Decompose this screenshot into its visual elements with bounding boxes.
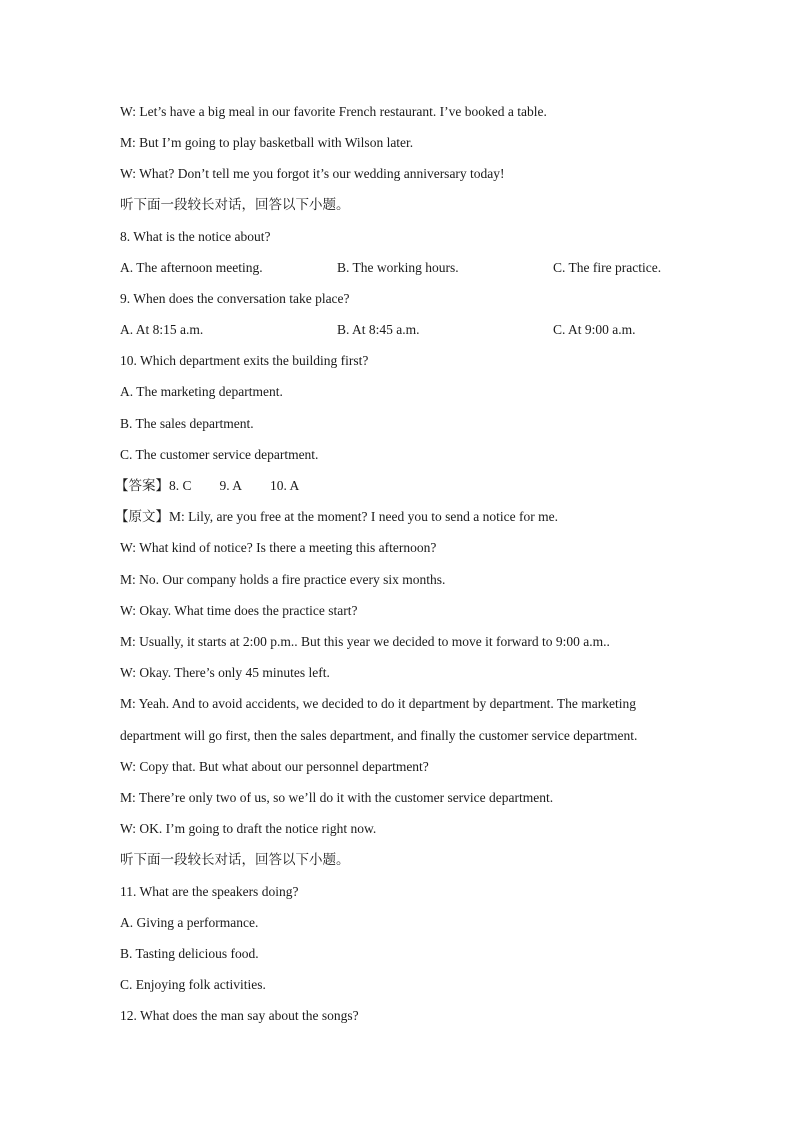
- dialogue-line: M: Usually, it starts at 2:00 p.m.. But this year we decided to move it forward to 9:00 a.m..: [120, 634, 610, 649]
- answer-10: 10. A: [270, 478, 300, 493]
- question-10: 10. Which department exits the building first?: [120, 353, 369, 368]
- q8-option-a: A. The afternoon meeting.: [120, 260, 263, 275]
- q11-option-a: A. Giving a performance.: [120, 915, 259, 930]
- dialogue-line: W: Let’s have a big meal in our favorite French restaurant. I’ve booked a table.: [120, 104, 547, 119]
- answer-label: 【答案】: [115, 478, 169, 493]
- section-instruction: 听下面一段较长对话，回答以下小题。: [120, 197, 350, 212]
- dialogue-line: W: Okay. What time does the practice start?: [120, 603, 358, 618]
- transcript-first-line: [115, 508, 558, 526]
- q9-option-b: B. At 8:45 a.m.: [337, 322, 420, 337]
- dialogue-line: M: No. Our company holds a fire practice every six months.: [120, 572, 446, 587]
- transcript-text: M: Lily, are you free at the moment? I need you to send a notice for me.: [169, 509, 558, 524]
- transcript-label: 【原文】: [115, 509, 169, 524]
- question-11: 11. What are the speakers doing?: [120, 884, 299, 899]
- dialogue-line: W: Okay. There’s only 45 minutes left.: [120, 665, 330, 680]
- question-9: 9. When does the conversation take place?: [120, 291, 350, 306]
- dialogue-line: department will go first, then the sales department, and finally the customer service department.: [120, 728, 638, 743]
- dialogue-line: W: What kind of notice? Is there a meeting this afternoon?: [120, 540, 437, 555]
- q8-option-b: B. The working hours.: [337, 260, 459, 275]
- dialogue-line: W: What? Don’t tell me you forgot it’s our wedding anniversary today!: [120, 166, 505, 181]
- q10-option-c: C. The customer service department.: [120, 447, 319, 462]
- q11-option-c: C. Enjoying folk activities.: [120, 977, 266, 992]
- question-8: 8. What is the notice about?: [120, 229, 271, 244]
- question-12: 12. What does the man say about the songs?: [120, 1008, 359, 1023]
- dialogue-line: M: But I’m going to play basketball with Wilson later.: [120, 135, 414, 150]
- answer-8: 8. C: [169, 478, 192, 493]
- answer-line: [115, 477, 299, 495]
- q10-option-b: B. The sales department.: [120, 416, 254, 431]
- q8-option-c: C. The fire practice.: [553, 260, 662, 275]
- dialogue-line: W: Copy that. But what about our personnel department?: [120, 759, 429, 774]
- dialogue-line: M: Yeah. And to avoid accidents, we decided to do it department by department. The marketing: [120, 696, 636, 711]
- q9-option-c: C. At 9:00 a.m.: [553, 322, 636, 337]
- q10-option-a: A. The marketing department.: [120, 384, 283, 399]
- section-instruction: 听下面一段较长对话，回答以下小题。: [120, 852, 350, 867]
- q11-option-b: B. Tasting delicious food.: [120, 946, 259, 961]
- dialogue-line: W: OK. I’m going to draft the notice right now.: [120, 821, 377, 836]
- answer-9: 9. A: [219, 478, 243, 493]
- q9-option-a: A. At 8:15 a.m.: [120, 322, 204, 337]
- dialogue-line: M: There’re only two of us, so we’ll do it with the customer service department.: [120, 790, 554, 805]
